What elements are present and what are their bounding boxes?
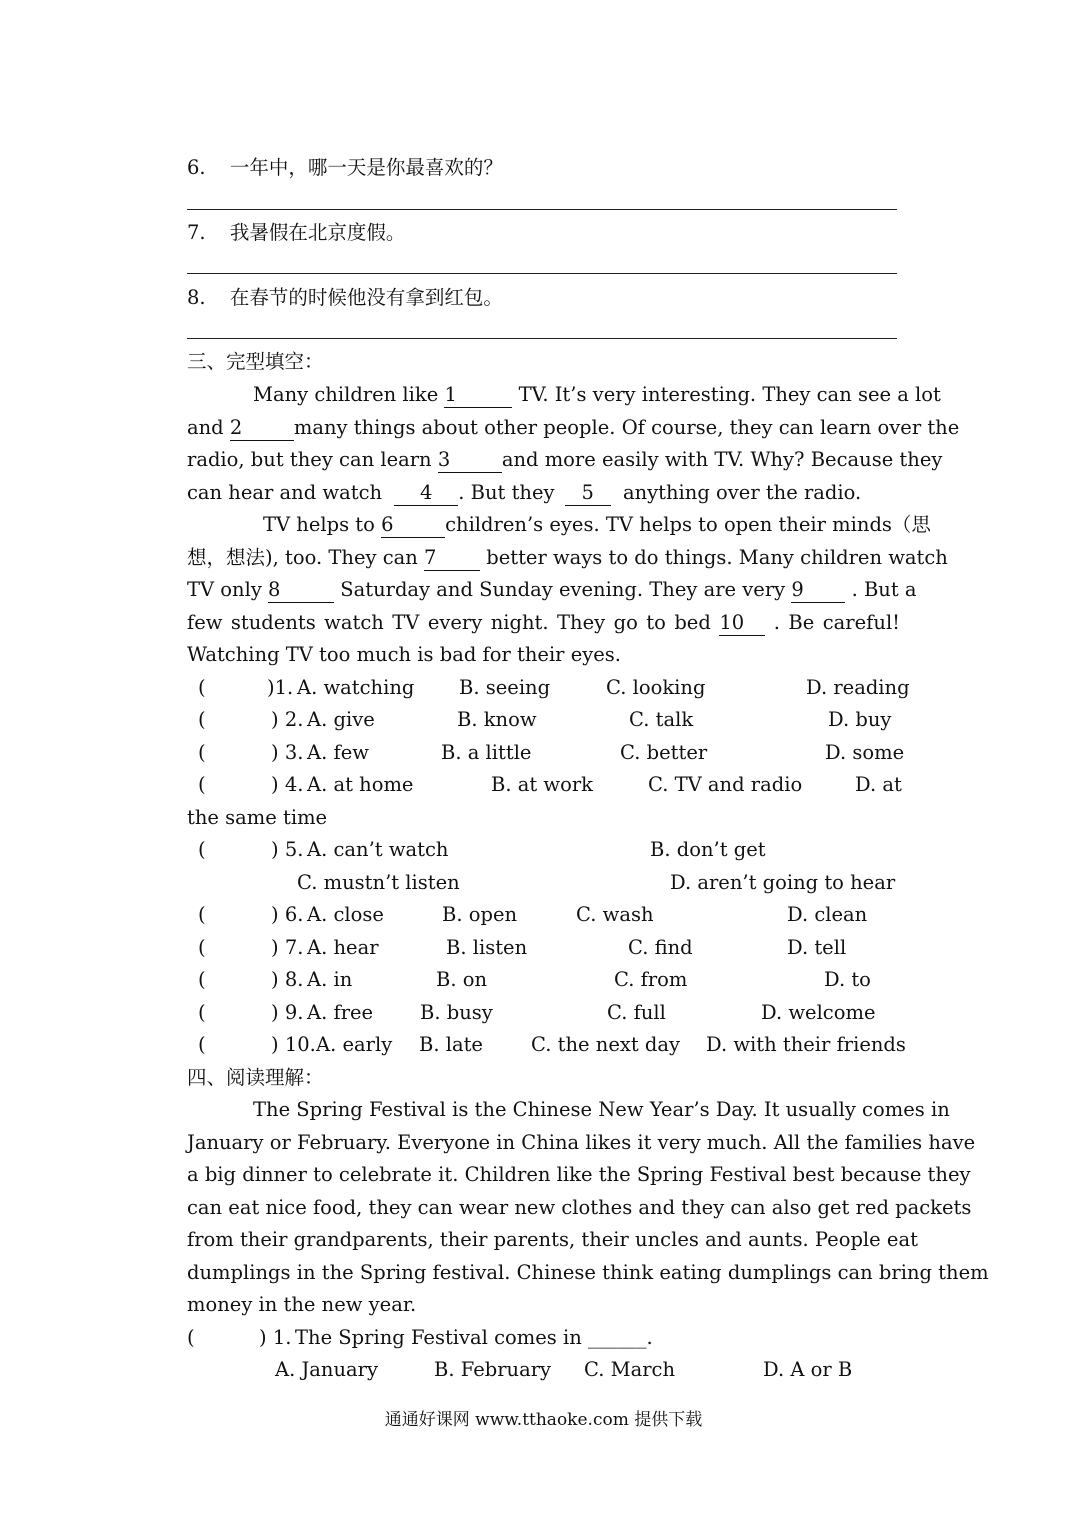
option-a[interactable]: A. free [307,1001,374,1024]
answer-paren[interactable]: ( [198,968,206,991]
option-d[interactable]: D. clean [787,903,868,926]
answer-line[interactable] [187,273,897,274]
item-text: 我暑假在北京度假。 [229,221,406,244]
blank-7[interactable]: 7 [424,546,480,571]
option-c[interactable]: C. mustn’t listen [297,871,460,894]
blank-6[interactable]: 6 [381,513,445,538]
blank-5[interactable]: 5 [565,481,611,506]
answer-line[interactable] [187,338,897,339]
item-number: 7. [187,221,206,244]
blank-1[interactable]: 1 [444,383,512,408]
reading-line-5: from their grandparents, their parents, their uncles and aunts. People eat [187,1228,918,1251]
answer-paren[interactable]: ( [198,1001,206,1024]
option-a[interactable]: A. January [275,1358,379,1381]
blank-8[interactable]: 8 [268,578,334,603]
cloze-p2-line2: 想，想法), too. They can 7 better ways to do things. Many children watch [187,546,948,569]
option-c[interactable]: C. full [607,1001,666,1024]
cloze-heading: 三、完型填空： [187,350,324,373]
answer-paren[interactable]: ( [198,708,206,731]
cloze-p2-line3: TV only 8 Saturday and Sunday evening. They are very 9 . But a [187,578,917,601]
option-b[interactable]: B. listen [446,936,528,959]
option-d[interactable]: D. A or B [763,1358,853,1381]
cloze-p1-line1: Many children like 1 TV. It’s very interesting. They can see a lot [253,383,941,406]
option-d[interactable]: D. at [855,773,902,796]
answer-paren[interactable]: ( [198,1033,206,1056]
option-a[interactable]: A. can’t watch [307,838,449,861]
option-b[interactable]: B. on [436,968,488,991]
option-b[interactable]: B. know [457,708,537,731]
answer-paren[interactable]: ( [198,773,206,796]
option-d[interactable]: D. reading [806,676,910,699]
item-number: 8. [187,286,206,309]
translation-item-6 [187,152,900,184]
reading-line-6: dumplings in the Spring festival. Chinese think eating dumplings can bring them [187,1261,989,1284]
cloze-p1-line2: and 2 many things about other people. Of course, they can learn over the [187,416,960,439]
reading-line-1: The Spring Festival is the Chinese New Year’s Day. It usually comes in [253,1098,950,1121]
option-a[interactable]: A. watching [297,676,415,699]
cloze-p1-line4: can hear and watch 4 . But they 5 anything over the radio. [187,481,862,504]
option-c[interactable]: C. wash [576,903,654,926]
blank-9[interactable]: 9 [791,578,845,603]
answer-paren[interactable]: ( [198,676,206,699]
reading-line-3: a big dinner to celebrate it. Children like the Spring Festival best because they [187,1163,971,1186]
option-b[interactable]: B. late [419,1033,483,1056]
option-c[interactable]: C. looking [606,676,706,699]
reading-line-7: money in the new year. [187,1293,417,1316]
option-a[interactable]: A. hear [307,936,379,959]
option-b[interactable]: B. busy [420,1001,493,1024]
option-c[interactable]: C. TV and radio [648,773,803,796]
cloze-p2-line1: TV helps to 6 children’s eyes. TV helps to open their minds（思 [263,513,931,536]
answer-paren[interactable]: ( [198,903,206,926]
answer-paren[interactable]: ( [187,1326,195,1349]
option-b[interactable]: B. open [442,903,518,926]
option-a[interactable]: A. early [316,1033,393,1056]
option-d[interactable]: D. tell [787,936,847,959]
item-text: 在春节的时候他没有拿到红包。 [229,286,503,309]
option-b[interactable]: B. February [434,1358,552,1381]
option-d[interactable]: D. aren’t going to hear [670,871,896,894]
option-b[interactable]: B. don’t get [650,838,766,861]
option-d[interactable]: D. some [825,741,905,764]
option-c[interactable]: C. better [620,741,708,764]
option-d[interactable]: D. to [824,968,871,991]
blank-4[interactable]: 4 [394,481,458,506]
blank-2[interactable]: 2 [230,416,294,441]
option-a[interactable]: A. in [307,968,353,991]
option-c[interactable]: C. find [628,936,693,959]
page-footer: 通通好课网 www.tthaoke.com 提供下载 [384,1410,703,1430]
option-a[interactable]: A. give [307,708,375,731]
answer-line[interactable] [187,209,897,210]
reading-heading: 四、阅读理解： [187,1066,324,1089]
option-d[interactable]: D. with their friends [706,1033,906,1056]
option-c[interactable]: C. March [584,1358,676,1381]
reading-line-2: January or February. Everyone in China likes it very much. All the families have [187,1131,976,1154]
cloze-p2-line4: few students watch TV every night. They go to bed 10 . Be careful! [187,611,901,634]
option-c[interactable]: C. talk [629,708,694,731]
blank-10[interactable]: 10 [719,611,765,636]
option-b[interactable]: B. seeing [459,676,551,699]
item-number: 6. [187,156,206,179]
translation-item-8 [187,282,900,314]
cloze-p1-line3: radio, but they can learn 3 and more easily with TV. Why? Because they [187,448,943,471]
option-a[interactable]: A. at home [307,773,414,796]
question-4-continuation: the same time [187,806,328,829]
option-c[interactable]: C. the next day [531,1033,681,1056]
option-d[interactable]: D. buy [828,708,892,731]
option-c[interactable]: C. from [614,968,688,991]
reading-line-4: can eat nice food, they can wear new clothes and they can also get red packets [187,1196,972,1219]
option-a[interactable]: A. few [307,741,369,764]
option-b[interactable]: B. at work [491,773,593,796]
answer-paren[interactable]: ( [198,741,206,764]
cloze-p2-line5: Watching TV too much is bad for their eyes. [187,643,621,666]
blank-3[interactable]: 3 [438,448,502,473]
option-b[interactable]: B. a little [441,741,532,764]
option-a[interactable]: A. close [307,903,384,926]
worksheet-page: 6. 一年中，哪一天是你最喜欢的？ 7. 我暑假在北京度假。 8. 在春节的时候他没有拿到红包。 三、完型填空： Many children like 1 TV. It’s very interesting. They can see a lot and 2 many things about other people. Of course, they can learn over the radio, but they can learn 3 and more easily with TV. Why? Because they can hear and watch 4 . But they 5 anything over the radio. TV helps to 6 children’s eyes. TV helps to open their minds（思 想，想法), too. They can 7 better ways to do things. Many children watch TV only 8 Saturday and Sunday evening. They are very 9 . But a few students watch TV every night. They go to bed 10 . Be careful! Watching TV too much is bad for their eyes. ( )1. A. watching B. seeing C. looking D. reading ( ) 2. A. give B. know C. talk D. buy ( ) 3. A. few B. a little C. better D. some ( ) 4. A. at home B. at work C. TV and radio D. at the same time ( ) 5. A. can’t watch B. don’t get C. mustn’t listen D. aren’t going to hear ( ) 6. A. close B. open C. wash D. clean ( ) 7. A. hear B. listen C. find D. tell ( ) 8. A. in B. on C. from D. to ( ) 9. A. free B. busy C. full D. welcome ( ) 10. A. early B. late C. the next day D. with their friends 四、阅读理解： The Spring Festival is the Chinese New Year’s Day. It usually comes in January or February. Everyone in China likes it very much. All the families have a big dinner to celebrate it. Children like the Spring Festival best because they can eat nice food, they can wear new clothes and they can also get red packets from their grandparents, their parents, their uncles and aunts. People eat dumplings in the Spring festival. Chinese think eating dumplings can bring them money in the new year. ( ) 1. The Spring Festival comes in ______. A. January B. February C. March D. A or B 通通好课网 www.tthaoke.com 提供下载 [0,0,1087,1536]
question-stem: The Spring Festival comes in ______. [295,1326,653,1349]
translation-item-7 [187,217,900,249]
item-text: 一年中，哪一天是你最喜欢的？ [229,156,503,179]
answer-paren[interactable]: ( [198,936,206,959]
answer-paren[interactable]: ( [198,838,206,861]
option-d[interactable]: D. welcome [761,1001,876,1024]
